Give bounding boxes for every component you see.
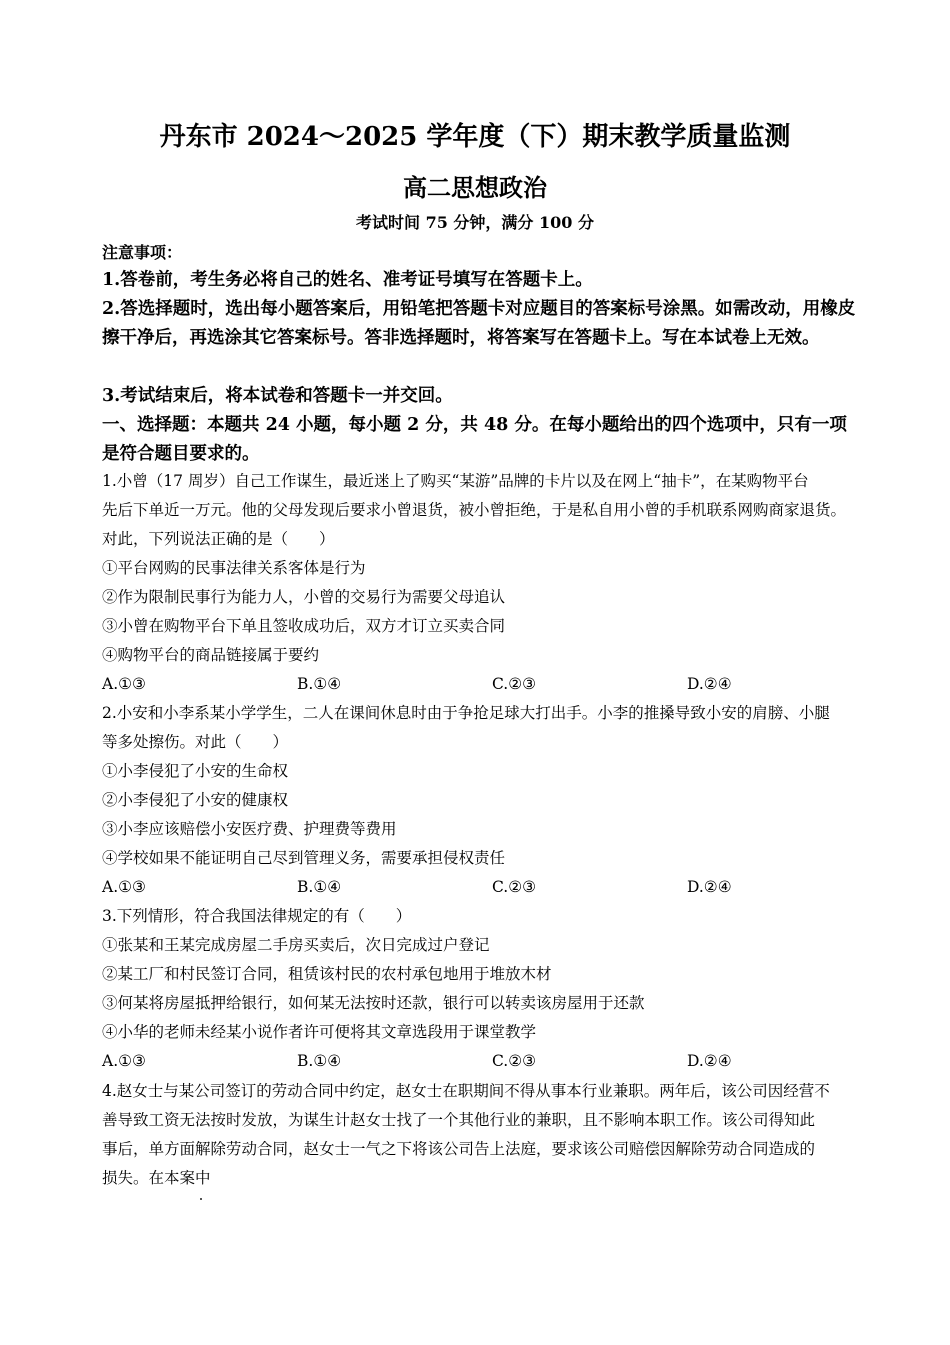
statement: ④小华的老师未经某小说作者许可便将其文章选段用于课堂教学 [102,1023,537,1041]
statement: ①平台网购的民事法律关系客体是行为 [102,559,366,577]
statement: ①张某和王某完成房屋二手房买卖后，次日完成过户登记 [102,936,490,954]
statement: ②某工厂和村民签订合同，租赁该村民的农村承包地用于堆放木材 [102,965,552,983]
option-a[interactable]: A.①③ [102,675,146,693]
note-item-2: 2.答选择题时，选出每小题答案后，用铅笔把答题卡对应题目的答案标号涂黑。如需改动，用橡皮擦干净后，再选涂其它答案标号。答非选择题时，将答案写在答题卡上。写在本试卷上无效。 [102,299,856,348]
option-a[interactable]: A.①③ [102,878,146,896]
scan-speck [200,1198,202,1200]
question-stem-line: 损失。在本案中 [102,1169,211,1187]
exam-info: 考试时间 75 分钟，满分 100 分 [356,213,594,232]
statement: ②作为限制民事行为能力人，小曾的交易行为需要父母追认 [102,588,506,606]
note-item-1: 1.答卷前，考生务必将自己的姓名、准考证号填写在答题卡上。 [102,270,593,290]
option-b[interactable]: B.①④ [297,878,342,896]
statement: ②小李侵犯了小安的健康权 [102,791,289,809]
section-heading: 一、选择题：本题共 24 小题，每小题 2 分，共 48 分。在每小题给出的四个选项中，只有一项是符合题目要求的。 [102,415,847,464]
question-stem-line: 等多处擦伤。对此（ ） [102,733,289,751]
statement: ④学校如果不能证明自己尽到管理义务，需要承担侵权责任 [102,849,506,867]
options-row [102,873,872,902]
question-stem-line: 4.赵女士与某公司签订的劳动合同中约定，赵女士在职期间不得从事本行业兼职。两年后，该公司因经营不 [102,1082,830,1100]
statement: ①小李侵犯了小安的生命权 [102,762,289,780]
option-d[interactable]: D.②④ [687,878,732,896]
option-d[interactable]: D.②④ [687,675,732,693]
option-c[interactable]: C.②③ [492,675,537,693]
statement: ④购物平台的商品链接属于要约 [102,646,320,664]
option-d[interactable]: D.②④ [687,1052,732,1070]
options-row [102,670,872,699]
question-stem-line: 2.小安和小李系某小学学生，二人在课间休息时由于争抢足球大打出手。小李的推搡导致小安的肩膀、小腿 [102,704,830,722]
exam-subject: 高二思想政治 [403,173,547,202]
exam-title: 丹东市 2024～2025 学年度（下）期末教学质量监测 [159,122,791,152]
question-stem-line: 1.小曾（17 周岁）自己工作谋生，最近迷上了购买“某游”品牌的卡片以及在网上“抽卡”，在某购物平台 [102,472,809,490]
question-2 [102,699,872,902]
question-stem-line: 事后，单方面解除劳动合同，赵女士一气之下将该公司告上法庭，要求该公司赔偿因解除劳动合同造成的 [102,1140,816,1158]
question-stem-line: 对此，下列说法正确的是（ ） [102,530,335,548]
question-4 [102,1077,872,1193]
option-c[interactable]: C.②③ [492,878,537,896]
statement: ③小李应该赔偿小安医疗费、护理费等费用 [102,820,397,838]
option-a[interactable]: A.①③ [102,1052,146,1070]
note-item-3: 3.考试结束后，将本试卷和答题卡一并交回。 [102,386,453,406]
option-b[interactable]: B.①④ [297,675,342,693]
notes-heading: 注意事项： [102,243,183,262]
question-stem-line: 3.下列情形，符合我国法律规定的有（ ） [102,907,412,925]
options-row [102,1047,872,1076]
option-b[interactable]: B.①④ [297,1052,342,1070]
statement: ③小曾在购物平台下单且签收成功后，双方才订立买卖合同 [102,617,506,635]
statement: ③何某将房屋抵押给银行，如何某无法按时还款，银行可以转卖该房屋用于还款 [102,994,645,1012]
question-stem-line: 善导致工资无法按时发放，为谋生计赵女士找了一个其他行业的兼职，且不影响本职工作。该公司得知此 [102,1111,816,1129]
question-3 [102,902,872,1076]
option-c[interactable]: C.②③ [492,1052,537,1070]
question-1 [102,467,872,699]
question-stem-line: 先后下单近一万元。他的父母发现后要求小曾退货，被小曾拒绝，于是私自用小曾的手机联系网购商家退货。 [102,501,847,519]
